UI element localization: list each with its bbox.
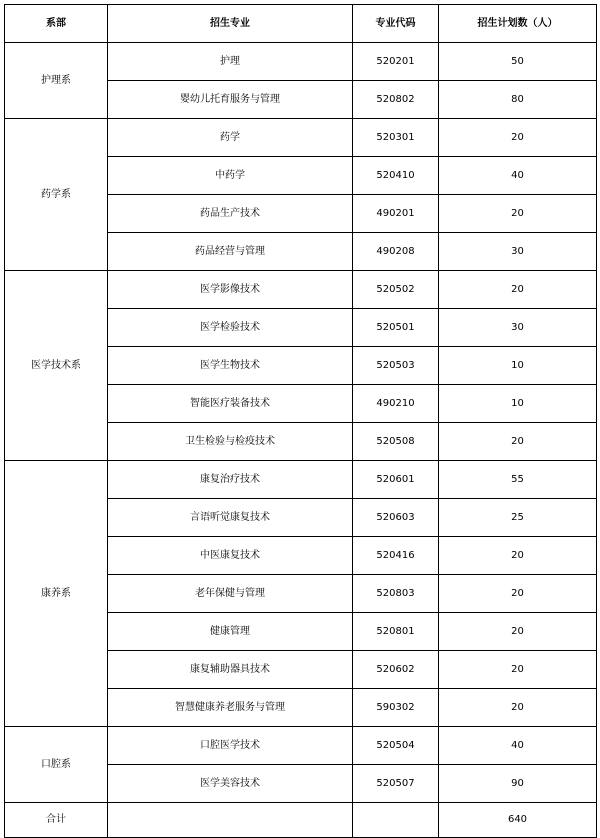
plan-cell: 90 <box>439 765 597 803</box>
plan-cell: 20 <box>439 271 597 309</box>
enrollment-plan-table <box>4 4 597 838</box>
plan-cell: 40 <box>439 157 597 195</box>
major-cell: 口腔医学技术 <box>108 727 353 765</box>
table-body <box>5 43 597 838</box>
header-code: 专业代码 <box>353 5 439 43</box>
code-cell: 520801 <box>353 613 439 651</box>
code-cell: 520508 <box>353 423 439 461</box>
table-row <box>5 119 597 157</box>
table-row <box>5 271 597 309</box>
plan-cell: 25 <box>439 499 597 537</box>
code-cell: 520507 <box>353 765 439 803</box>
major-cell: 医学检验技术 <box>108 309 353 347</box>
department-cell: 康养系 <box>5 461 108 727</box>
header-plan: 招生计划数（人） <box>439 5 597 43</box>
plan-cell: 40 <box>439 727 597 765</box>
major-cell: 康复辅助器具技术 <box>108 651 353 689</box>
code-cell: 520803 <box>353 575 439 613</box>
code-cell: 490210 <box>353 385 439 423</box>
total-row <box>5 803 597 838</box>
code-cell: 520410 <box>353 157 439 195</box>
plan-cell: 20 <box>439 689 597 727</box>
major-cell: 中药学 <box>108 157 353 195</box>
major-cell: 智慧健康养老服务与管理 <box>108 689 353 727</box>
department-cell: 药学系 <box>5 119 108 271</box>
department-cell: 医学技术系 <box>5 271 108 461</box>
code-cell: 520416 <box>353 537 439 575</box>
major-cell: 医学影像技术 <box>108 271 353 309</box>
plan-cell: 55 <box>439 461 597 499</box>
total-major-cell <box>108 803 353 838</box>
table-row <box>5 43 597 81</box>
code-cell: 590302 <box>353 689 439 727</box>
major-cell: 药学 <box>108 119 353 157</box>
code-cell: 520602 <box>353 651 439 689</box>
major-cell: 老年保健与管理 <box>108 575 353 613</box>
major-cell: 康复治疗技术 <box>108 461 353 499</box>
major-cell: 药品经营与管理 <box>108 233 353 271</box>
header-department: 系部 <box>5 5 108 43</box>
plan-cell: 20 <box>439 651 597 689</box>
plan-cell: 30 <box>439 309 597 347</box>
plan-cell: 10 <box>439 385 597 423</box>
plan-cell: 20 <box>439 423 597 461</box>
total-code-cell <box>353 803 439 838</box>
plan-cell: 20 <box>439 195 597 233</box>
major-cell: 智能医疗装备技术 <box>108 385 353 423</box>
table-row <box>5 727 597 765</box>
department-cell: 护理系 <box>5 43 108 119</box>
table-row <box>5 461 597 499</box>
major-cell: 药品生产技术 <box>108 195 353 233</box>
code-cell: 520503 <box>353 347 439 385</box>
code-cell: 520802 <box>353 81 439 119</box>
total-label-cell: 合计 <box>5 803 108 838</box>
major-cell: 医学美容技术 <box>108 765 353 803</box>
plan-cell: 20 <box>439 119 597 157</box>
major-cell: 中医康复技术 <box>108 537 353 575</box>
header-major: 招生专业 <box>108 5 353 43</box>
major-cell: 婴幼儿托育服务与管理 <box>108 81 353 119</box>
plan-cell: 20 <box>439 537 597 575</box>
code-cell: 520603 <box>353 499 439 537</box>
department-cell: 口腔系 <box>5 727 108 803</box>
plan-cell: 20 <box>439 575 597 613</box>
code-cell: 490201 <box>353 195 439 233</box>
code-cell: 490208 <box>353 233 439 271</box>
code-cell: 520502 <box>353 271 439 309</box>
code-cell: 520301 <box>353 119 439 157</box>
code-cell: 520601 <box>353 461 439 499</box>
code-cell: 520501 <box>353 309 439 347</box>
total-plan-cell: 640 <box>439 803 597 838</box>
major-cell: 护理 <box>108 43 353 81</box>
major-cell: 健康管理 <box>108 613 353 651</box>
header-row <box>5 5 597 43</box>
code-cell: 520201 <box>353 43 439 81</box>
major-cell: 卫生检验与检疫技术 <box>108 423 353 461</box>
code-cell: 520504 <box>353 727 439 765</box>
plan-cell: 10 <box>439 347 597 385</box>
plan-cell: 50 <box>439 43 597 81</box>
major-cell: 言语听觉康复技术 <box>108 499 353 537</box>
plan-cell: 80 <box>439 81 597 119</box>
major-cell: 医学生物技术 <box>108 347 353 385</box>
plan-cell: 30 <box>439 233 597 271</box>
plan-cell: 20 <box>439 613 597 651</box>
